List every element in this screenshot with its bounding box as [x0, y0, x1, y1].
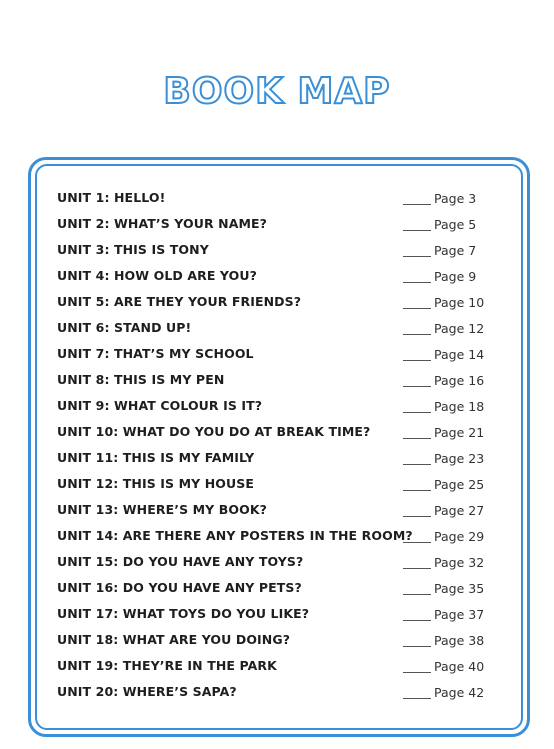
unit-title: UNIT 1: HELLO!: [57, 190, 166, 205]
unit-page-number: Page 10: [434, 295, 485, 310]
contents-list: [57, 188, 497, 708]
page-blank-line: [403, 360, 431, 361]
unit-title: UNIT 4: HOW OLD ARE YOU?: [57, 268, 257, 283]
page-blank-line: [403, 490, 431, 491]
unit-page-number: Page 18: [434, 399, 485, 414]
unit-row: [57, 552, 497, 578]
unit-row: [57, 630, 497, 656]
unit-title: UNIT 7: THAT’S MY SCHOOL: [57, 346, 254, 361]
unit-page-number: Page 37: [434, 607, 485, 622]
unit-page-number: Page 38: [434, 633, 485, 648]
unit-row: [57, 344, 497, 370]
unit-page-number: Page 23: [434, 451, 485, 466]
page-blank-line: [403, 334, 431, 335]
unit-row: [57, 396, 497, 422]
page-blank-line: [403, 594, 431, 595]
unit-page-number: Page 40: [434, 659, 485, 674]
unit-page-number: Page 42: [434, 685, 485, 700]
unit-page-number: Page 35: [434, 581, 485, 596]
unit-title: UNIT 18: WHAT ARE YOU DOING?: [57, 632, 291, 647]
page-blank-line: [403, 672, 431, 673]
unit-page-number: Page 27: [434, 503, 485, 518]
unit-title: UNIT 10: WHAT DO YOU DO AT BREAK TIME?: [57, 424, 371, 439]
page-blank-line: [403, 542, 431, 543]
page-blank-line: [403, 568, 431, 569]
unit-row: [57, 656, 497, 682]
unit-row: [57, 474, 497, 500]
page-blank-line: [403, 282, 431, 283]
unit-row: [57, 188, 497, 214]
unit-page-number: Page 16: [434, 373, 485, 388]
page-blank-line: [403, 256, 431, 257]
unit-row: [57, 682, 497, 708]
page-title: [0, 66, 554, 116]
unit-row: [57, 578, 497, 604]
page-blank-line: [403, 308, 431, 309]
unit-row: [57, 422, 497, 448]
page-blank-line: [403, 230, 431, 231]
unit-title: UNIT 3: THIS IS TONY: [57, 242, 209, 257]
unit-page-number: Page 25: [434, 477, 485, 492]
unit-title: UNIT 20: WHERE’S SAPA?: [57, 684, 237, 699]
unit-title: UNIT 16: DO YOU HAVE ANY PETS?: [57, 580, 302, 595]
unit-title: UNIT 2: WHAT’S YOUR NAME?: [57, 216, 267, 231]
unit-row: [57, 292, 497, 318]
unit-row: [57, 526, 497, 552]
unit-title: UNIT 5: ARE THEY YOUR FRIENDS?: [57, 294, 302, 309]
page-blank-line: [403, 620, 431, 621]
page-blank-line: [403, 516, 431, 517]
page-blank-line: [403, 386, 431, 387]
page-blank-line: [403, 698, 431, 699]
unit-page-number: Page 3: [434, 191, 477, 206]
unit-page-number: Page 7: [434, 243, 477, 258]
unit-title: UNIT 8: THIS IS MY PEN: [57, 372, 225, 387]
unit-title: UNIT 6: STAND UP!: [57, 320, 192, 335]
page-blank-line: [403, 204, 431, 205]
page-title-text: BOOK MAP: [163, 71, 391, 112]
unit-title: UNIT 13: WHERE’S MY BOOK?: [57, 502, 268, 517]
page-blank-line: [403, 646, 431, 647]
unit-page-number: Page 32: [434, 555, 485, 570]
unit-row: [57, 214, 497, 240]
unit-title: UNIT 15: DO YOU HAVE ANY TOYS?: [57, 554, 304, 569]
unit-row: [57, 318, 497, 344]
unit-title: UNIT 11: THIS IS MY FAMILY: [57, 450, 255, 465]
unit-row: [57, 448, 497, 474]
unit-page-number: Page 14: [434, 347, 485, 362]
page-blank-line: [403, 412, 431, 413]
page-title-graphic: [0, 66, 554, 116]
page-blank-line: [403, 438, 431, 439]
unit-row: [57, 240, 497, 266]
unit-row: [57, 500, 497, 526]
unit-title: UNIT 14: ARE THERE ANY POSTERS IN THE ROOM?: [57, 528, 413, 543]
unit-row: [57, 266, 497, 292]
unit-title: UNIT 19: THEY’RE IN THE PARK: [57, 658, 277, 673]
page-blank-line: [403, 464, 431, 465]
unit-page-number: Page 21: [434, 425, 485, 440]
unit-page-number: Page 5: [434, 217, 477, 232]
unit-page-number: Page 12: [434, 321, 485, 336]
unit-page-number: Page 29: [434, 529, 485, 544]
unit-row: [57, 370, 497, 396]
unit-title: UNIT 12: THIS IS MY HOUSE: [57, 476, 255, 491]
unit-row: [57, 604, 497, 630]
unit-title: UNIT 17: WHAT TOYS DO YOU LIKE?: [57, 606, 310, 621]
unit-title: UNIT 9: WHAT COLOUR IS IT?: [57, 398, 263, 413]
unit-page-number: Page 9: [434, 269, 477, 284]
